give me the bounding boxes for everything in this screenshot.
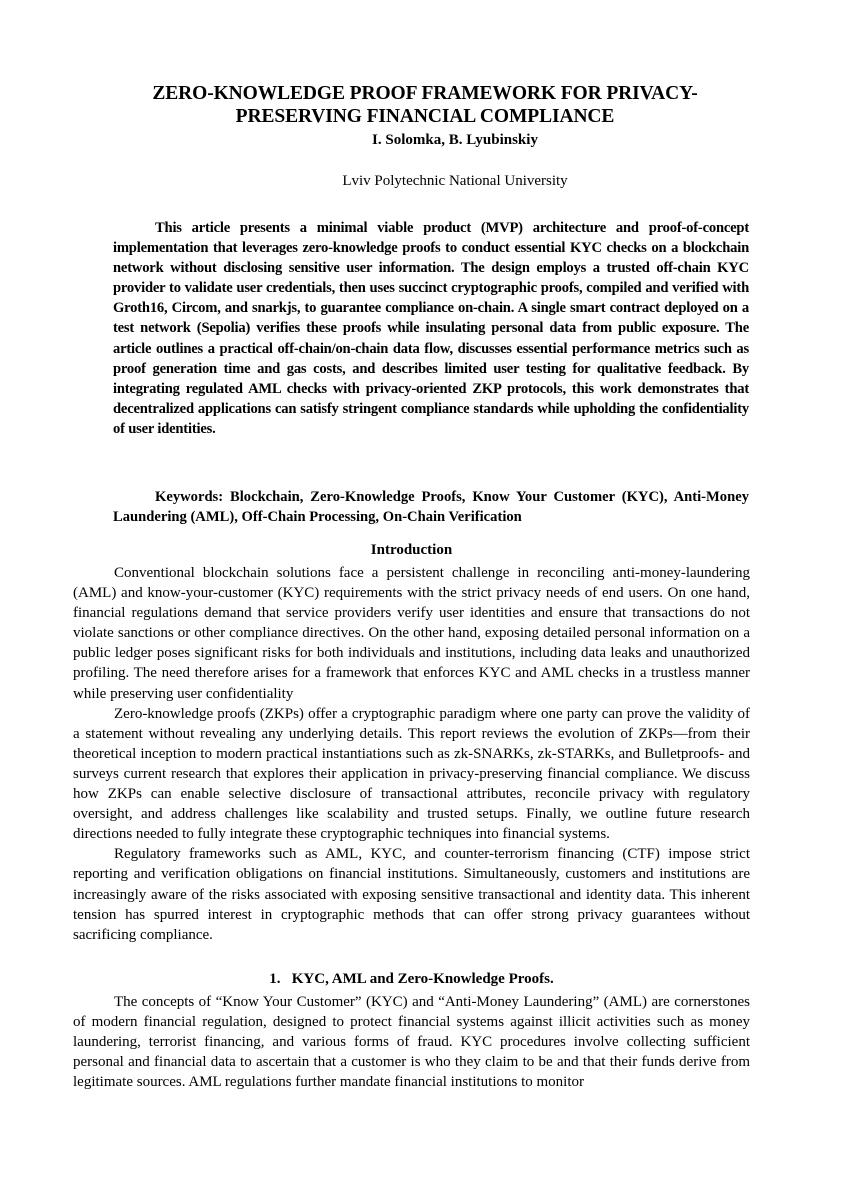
- introduction-heading: Introduction: [370, 542, 453, 558]
- paper-affiliation: Lviv Polytechnic National University: [342, 173, 568, 189]
- title-line-2: PRESERVING FINANCIAL COMPLIANCE: [235, 106, 615, 127]
- paper-title: [90, 82, 760, 128]
- introduction-body: [73, 563, 750, 945]
- paper-authors: I. Solomka, B. Lyubinskiy: [372, 132, 538, 148]
- title-line-1: ZERO-KNOWLEDGE PROOF FRAMEWORK FOR PRIVACY-: [152, 83, 698, 104]
- intro-paragraph-1: Conventional blockchain solutions face a persistent challenge in reconciling anti-money-laundering (AML) and know-your-customer (KYC) requirements with the strict privacy needs of end users. On one hand, financial regulations demand that service providers verify user identities and ensure that transactions do not violate sanctions or other compliance directives. On the other hand, exposing detailed personal information on a public ledger poses significant risks for both individuals and institutions, including data leaks and unauthorized profiling. The need therefore arises for a framework that enforces KYC and AML checks in a trustless manner while preserving user confidentiality: [73, 565, 750, 702]
- intro-paragraph-2: Zero-knowledge proofs (ZKPs) offer a cryptographic paradigm where one party can prove the validity of a statement without revealing any underlying details. This report reviews the evolution of ZKPs—from their theoretical inception to modern practical instantiations such as zk-SNARKs, zk-STARKs, and Bulletproofs- and surveys current research that explores their application in privacy-preserving financial compliance. We discuss how ZKPs can enable selective disclosure of transactional attributes, reconcile privacy with regulatory oversight, and address challenges like scalability and trusted setups. Finally, we outline future research directions needed to fully integrate these cryptographic techniques into financial systems.: [73, 705, 750, 843]
- abstract: This article presents a minimal viable product (MVP) architecture and proof-of-concept implementation that leverages zero-knowledge proofs to conduct essential KYC checks on a blockchain network without disclosing sensitive user information. The design employs a trusted off-chain KYC provider to validate user credentials, then uses succinct cryptographic proofs, compiled and verified with Groth16, Circom, and snarkjs, to guarantee compliance on-chain. A single smart contract deployed on a test network (Sepolia) verifies these proofs while insulating personal data from public exposure. The article outlines a practical off-chain/on-chain data flow, discusses essential performance metrics such as proof generation time and gas costs, and describes limited user testing for qualitative feedback. By integrating regulated AML checks with privacy-oriented ZKP protocols, this work demonstrates that decentralized applications can satisfy stringent compliance standards while upholding the confidentiality of user identities.: [113, 220, 749, 437]
- intro-paragraph-3: Regulatory frameworks such as AML, KYC, and counter-terrorism financing (CTF) impose strict reporting and verification obligations on financial institutions. Simultaneously, customers and institutions are increasingly aware of the risks associated with exposing sensitive transactional and identity data. This inherent tension has spurred interest in cryptographic methods that can offer strong privacy guarantees without sacrificing compliance.: [73, 846, 750, 943]
- section-1-heading: 1. KYC, AML and Zero-Knowledge Proofs.: [269, 971, 554, 987]
- section-1-paragraph-1: The concepts of “Know Your Customer” (KYC) and “Anti-Money Laundering” (AML) are cornerstones of modern financial regulation, designed to protect financial systems against illicit activities such as money laundering, terrorist financing, and various forms of fraud. KYC procedures involve collecting sufficient personal and financial data to ascertain that a customer is who they claim to be and that their funds derive from legitimate sources. AML regulations further mandate financial institutions to monitor: [73, 994, 750, 1091]
- keywords: Keywords: Blockchain, Zero-Knowledge Proofs, Know Your Customer (KYC), Anti-Money Laundering (AML), Off-Chain Processing, On-Chain Verification: [113, 489, 749, 525]
- section-1-body: [73, 992, 750, 1092]
